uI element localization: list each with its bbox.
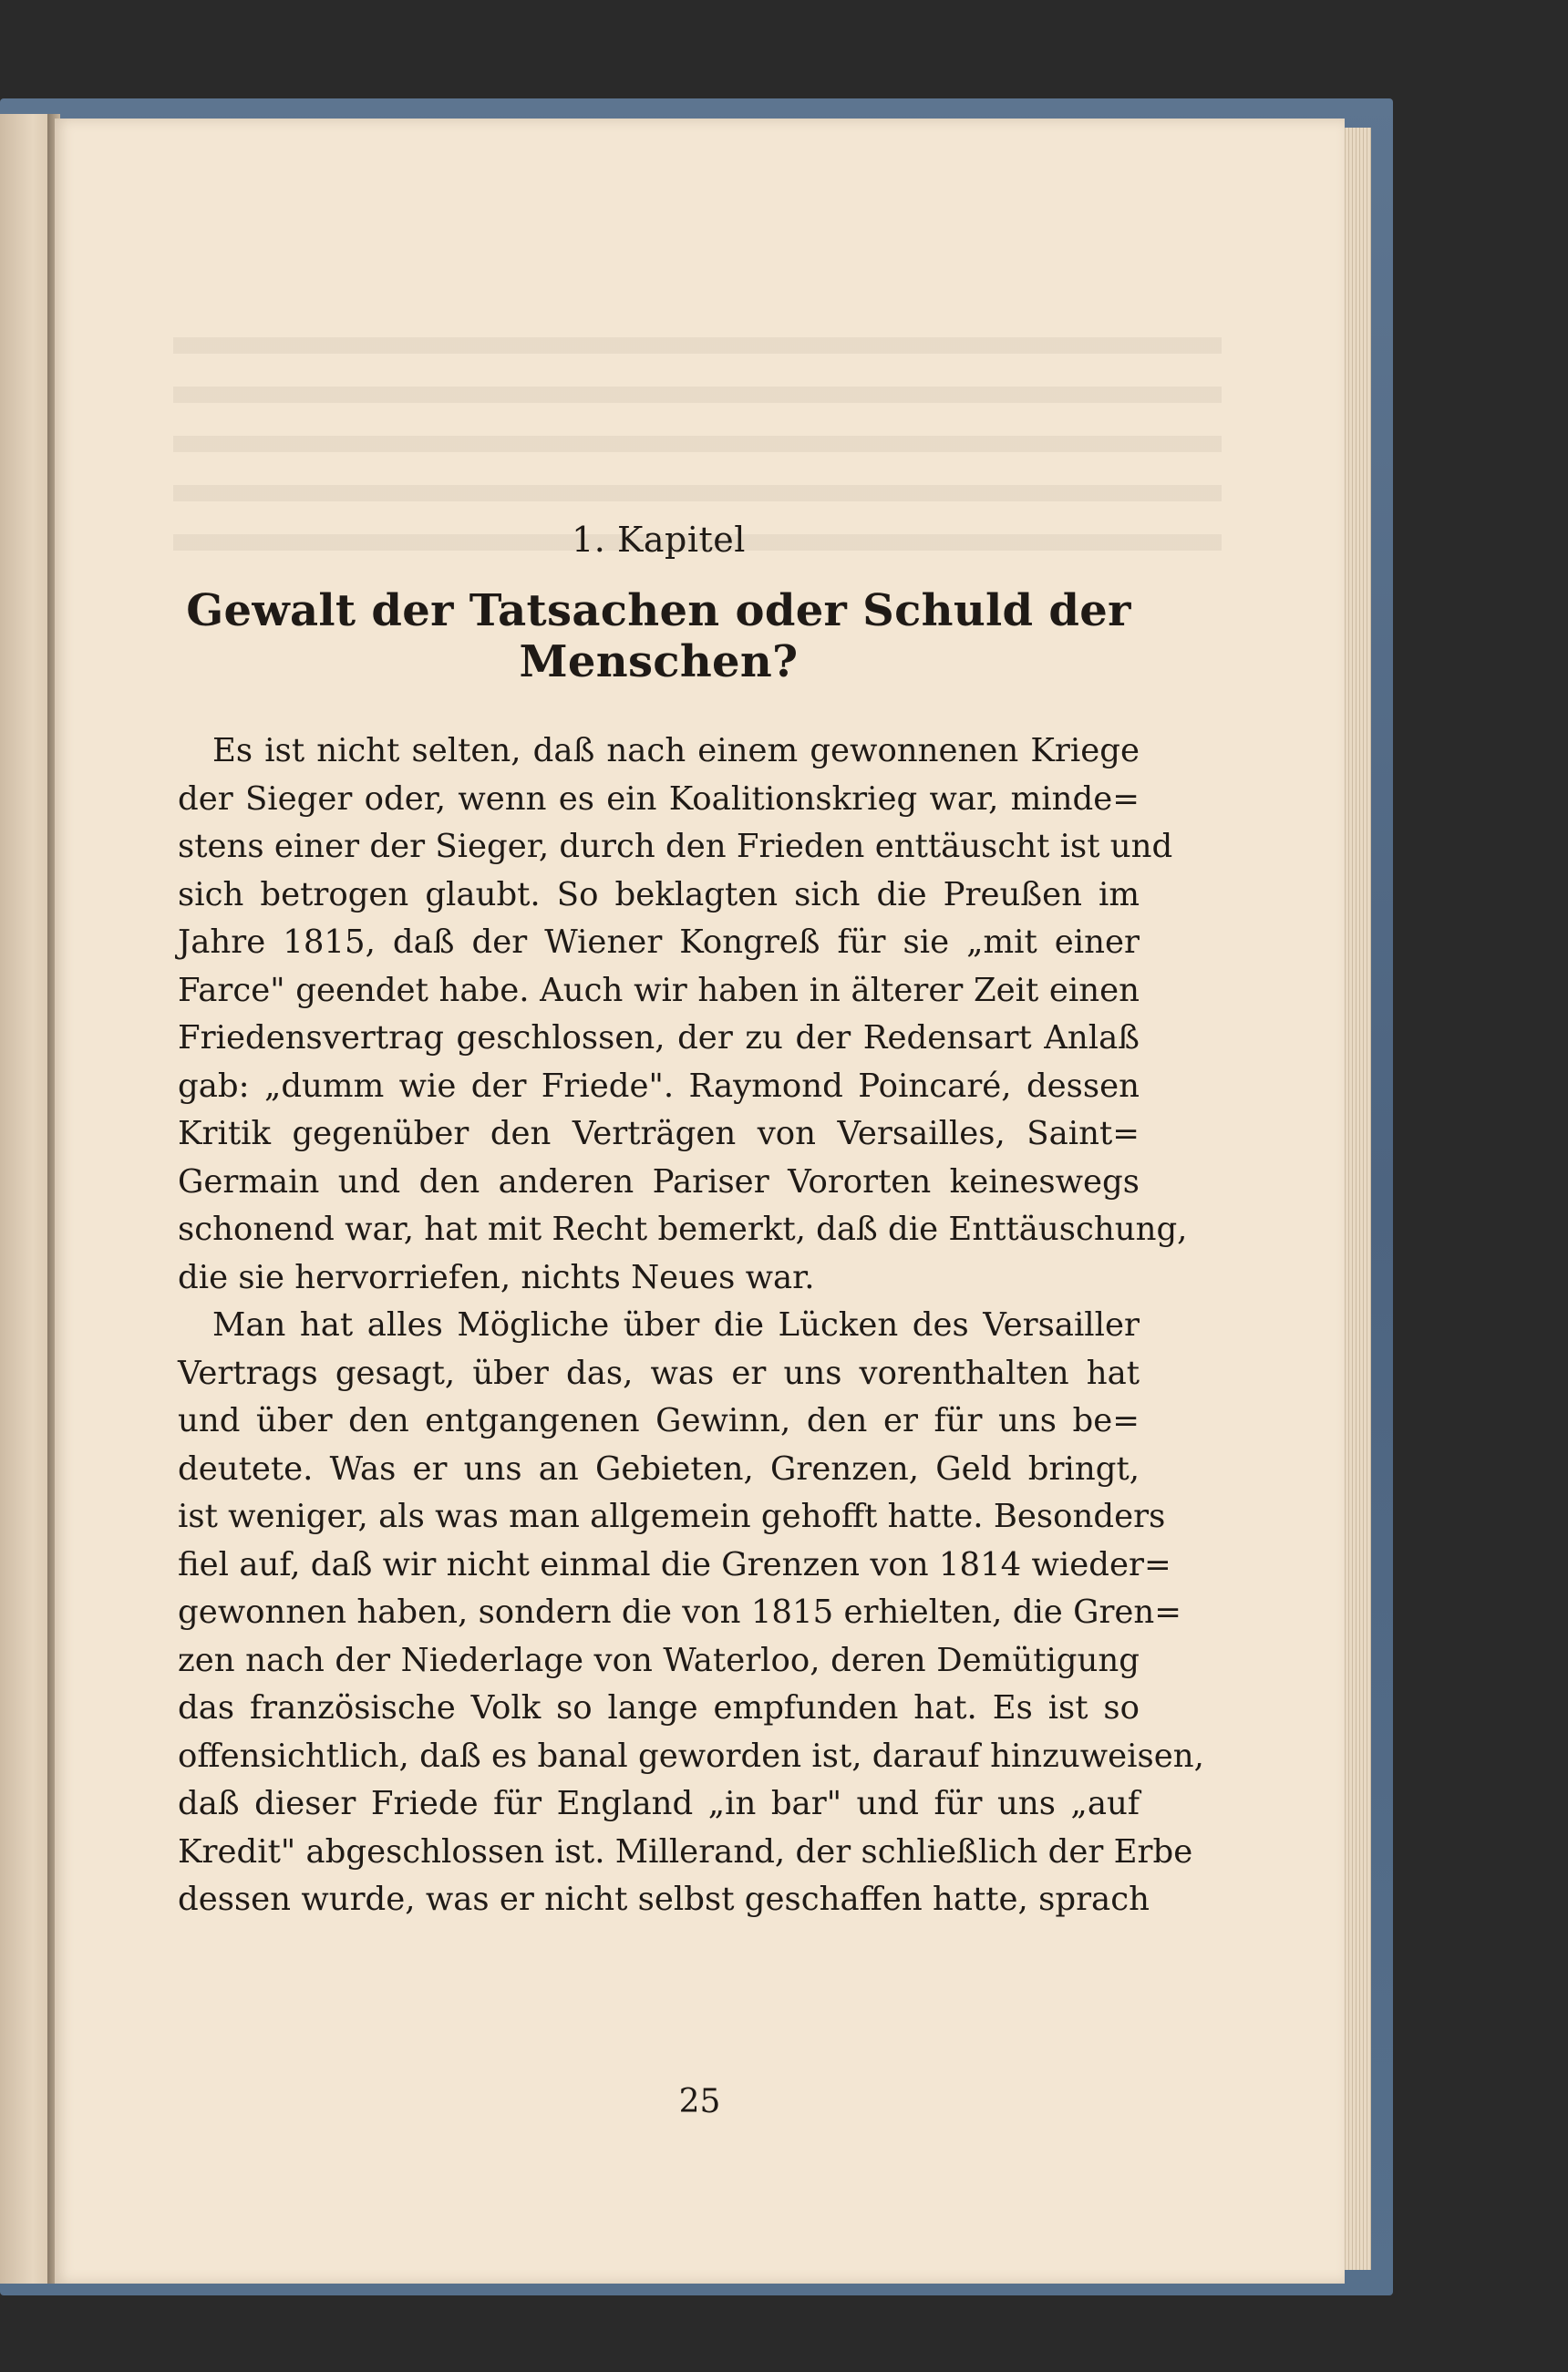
- text-line: offensichtlich, daß es banal geworden ist, darauf hinzuweisen,: [178, 1737, 1204, 1775]
- text-line: Farce" geendet habe. Auch wir haben in älterer Zeit einen: [178, 971, 1140, 1009]
- text-line: schonend war, hat mit Recht bemerkt, daß die Enttäuschung,: [178, 1211, 1188, 1248]
- text-line: Vertrags gesagt, über das, was er uns vorenthalten hat: [178, 1354, 1140, 1392]
- paragraph-2: [178, 1302, 1204, 1924]
- text-line: zen nach der Niederlage von Waterloo, deren Demütigung: [178, 1641, 1140, 1679]
- text-line: sich betrogen glaubt. So beklagten sich die Preußen im: [178, 875, 1140, 913]
- book-page: [55, 119, 1345, 2284]
- text-line: Friedensvertrag geschlossen, der zu der Redensart Anlaß: [178, 1019, 1140, 1057]
- text-line: Kredit" abgeschlossen ist. Millerand, der schließlich der Erbe: [178, 1832, 1193, 1871]
- left-page-edge: [0, 114, 55, 2284]
- text-line: Jahre 1815, daß der Wiener Kongreß für sie „mit einer: [178, 923, 1140, 961]
- text-line: deutete. Was er uns an Gebieten, Grenzen, Geld bringt,: [178, 1449, 1140, 1488]
- chapter-number: 1. Kapitel: [572, 520, 746, 560]
- text-line: daß dieser Friede für England „in bar" und für uns „auf: [178, 1785, 1140, 1822]
- text-line: Germain und den anderen Pariser Vororten keineswegs: [178, 1162, 1140, 1201]
- text-line: und über den entgangenen Gewinn, den er für uns be=: [178, 1402, 1140, 1439]
- text-line: dessen wurde, was er nicht selbst geschaffen hatte, sprach: [178, 1881, 1150, 1918]
- text-line: gab: „dumm wie der Friede". Raymond Poincaré, dessen: [178, 1067, 1140, 1105]
- text-line: fiel auf, daß wir nicht einmal die Grenzen von 1814 wieder=: [178, 1545, 1171, 1583]
- text-line: stens einer der Sieger, durch den Frieden enttäuscht ist und: [178, 828, 1173, 865]
- text-line: ist weniger, als was man allgemein gehofft hatte. Besonders: [178, 1498, 1166, 1535]
- text-line: gewonnen haben, sondern die von 1815 erhielten, die Gren=: [178, 1593, 1182, 1631]
- text-line: Kritik gegenüber den Verträgen von Versailles, Saint=: [178, 1115, 1140, 1152]
- text-line: Man hat alles Mögliche über die Lücken des Versailler: [212, 1306, 1140, 1344]
- paragraph-1: [178, 727, 1188, 1302]
- page-content: [178, 520, 1204, 1924]
- text-line: die sie hervorriefen, nichts Neues war.: [178, 1258, 815, 1296]
- page-number: 25: [678, 2083, 721, 2120]
- text-line: das französische Volk so lange empfunden hat. Es ist so: [178, 1689, 1140, 1727]
- chapter-title: Gewalt der Tatsachen oder Schuld der Menschen?: [186, 585, 1131, 687]
- text-line: Es ist nicht selten, daß nach einem gewonnenen Kriege: [212, 732, 1140, 769]
- text-line: der Sieger oder, wenn es ein Koalitionskrieg war, minde=: [178, 779, 1140, 818]
